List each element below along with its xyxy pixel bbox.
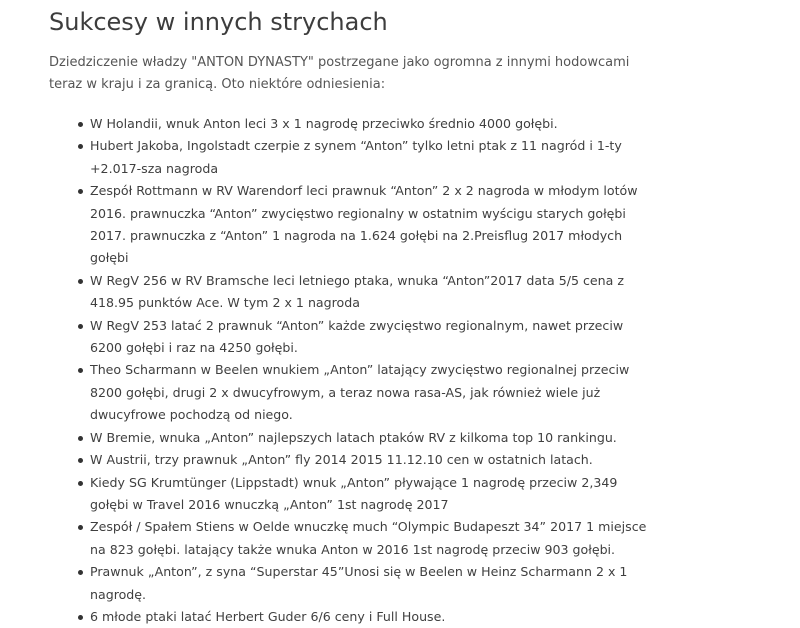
list-item bbox=[90, 135, 649, 180]
bullet-icon bbox=[78, 324, 83, 329]
intro-paragraph: Dziedziczenie władzy "ANTON DYNASTY" postrzegane jako ogromna z innymi hodowcami teraz w kraju i za granicą. Oto niektóre odniesienia: bbox=[49, 55, 630, 92]
list-item-text: Zespół / Spałem Stiens w Oelde wnuczkę much “Olympic Budapeszt 34” 2017 1 miejsce na 823 gołębi. latający także wnuka Anton w 2016 1st nagrodę przeciw 903 gołębi. bbox=[90, 519, 647, 557]
bullet-icon bbox=[78, 189, 83, 194]
bullet-icon bbox=[78, 525, 83, 530]
bullet-icon bbox=[78, 144, 83, 149]
list-item-text: Theo Scharmann w Beelen wnukiem „Anton” latający zwycięstwo regionalnej przeciw 8200 gołębi, drugi 2 x dwucyfrowym, a teraz nowa rasa-AS, jak również wiele już dwucyfrowe pochodzą od niego. bbox=[90, 362, 630, 423]
bullet-icon bbox=[78, 368, 83, 373]
list-item-text: W RegV 253 latać 2 prawnuk “Anton” każde zwycięstwo regionalnym, nawet przeciw 6200 gołębi i raz na 4250 gołębi. bbox=[90, 317, 624, 356]
bullet-icon bbox=[78, 458, 83, 463]
list-item-text: Zespół Rottmann w RV Warendorf leci prawnuk “Anton” 2 x 2 nagroda w młodym lotów 2016. prawnuczka “Anton” zwycięstwo regionalny w ostatnim wyścigu starych gołębi 2017. prawnuczka z “Anton” 1 nagroda na 1.624 gołębi na 2.Preisflug 2017 młodych gołębi bbox=[90, 183, 638, 266]
list-item bbox=[90, 113, 649, 135]
list-item-text: 6 młode ptaki latać Herbert Guder 6/6 ceny i Full House. bbox=[90, 608, 446, 624]
list-item-text: Hubert Jakoba, Ingolstadt czerpie z synem “Anton” tylko letni ptak z 11 nagród i 1-ty +2.017-sza nagroda bbox=[90, 138, 622, 176]
list-item bbox=[90, 180, 649, 270]
bullet-icon bbox=[78, 279, 83, 284]
list-item bbox=[90, 561, 649, 606]
list-item-text: W Austrii, trzy prawnuk „Anton” fly 2014 2015 11.12.10 cen w ostatnich latach. bbox=[90, 452, 593, 468]
list-item-text: W Bremie, wnuka „Anton” najlepszych latach ptaków RV z kilkoma top 10 rankingu. bbox=[90, 429, 617, 445]
list-item bbox=[90, 449, 649, 471]
bullet-icon bbox=[78, 615, 83, 620]
list-item bbox=[90, 359, 649, 426]
list-item bbox=[90, 516, 649, 561]
article bbox=[49, 0, 649, 628]
references-list bbox=[49, 113, 649, 628]
bullet-icon bbox=[78, 122, 83, 127]
list-item bbox=[90, 270, 649, 315]
bullet-icon bbox=[78, 481, 83, 486]
list-item-text: Kiedy SG Krumtünger (Lippstadt) wnuk „Anton” pływające 1 nagrodę przeciw 2,349 gołębi w Travel 2016 wnuczką „Anton” 1st nagrodę 2017 bbox=[90, 474, 618, 512]
bullet-icon bbox=[78, 436, 83, 441]
list-item bbox=[90, 427, 649, 449]
list-item-text: Prawnuk „Anton”, z syna “Superstar 45”Unosi się w Beelen w Heinz Scharmann 2 x 1 nagrodę. bbox=[90, 564, 628, 602]
list-item-text: W Holandii, wnuk Anton leci 3 x 1 nagrodę przeciwko średnio 4000 gołębi. bbox=[90, 116, 558, 131]
list-item bbox=[90, 315, 649, 360]
bullet-icon bbox=[78, 570, 83, 575]
list-item-text: W RegV 256 w RV Bramsche leci letniego ptaka, wnuka “Anton”2017 data 5/5 cena z 418.95 punktów Ace. W tym 2 x 1 nagroda bbox=[90, 272, 624, 311]
list-item bbox=[90, 606, 649, 628]
page-title: Sukcesy w innych strychach bbox=[49, 8, 388, 36]
list-item bbox=[90, 472, 649, 517]
